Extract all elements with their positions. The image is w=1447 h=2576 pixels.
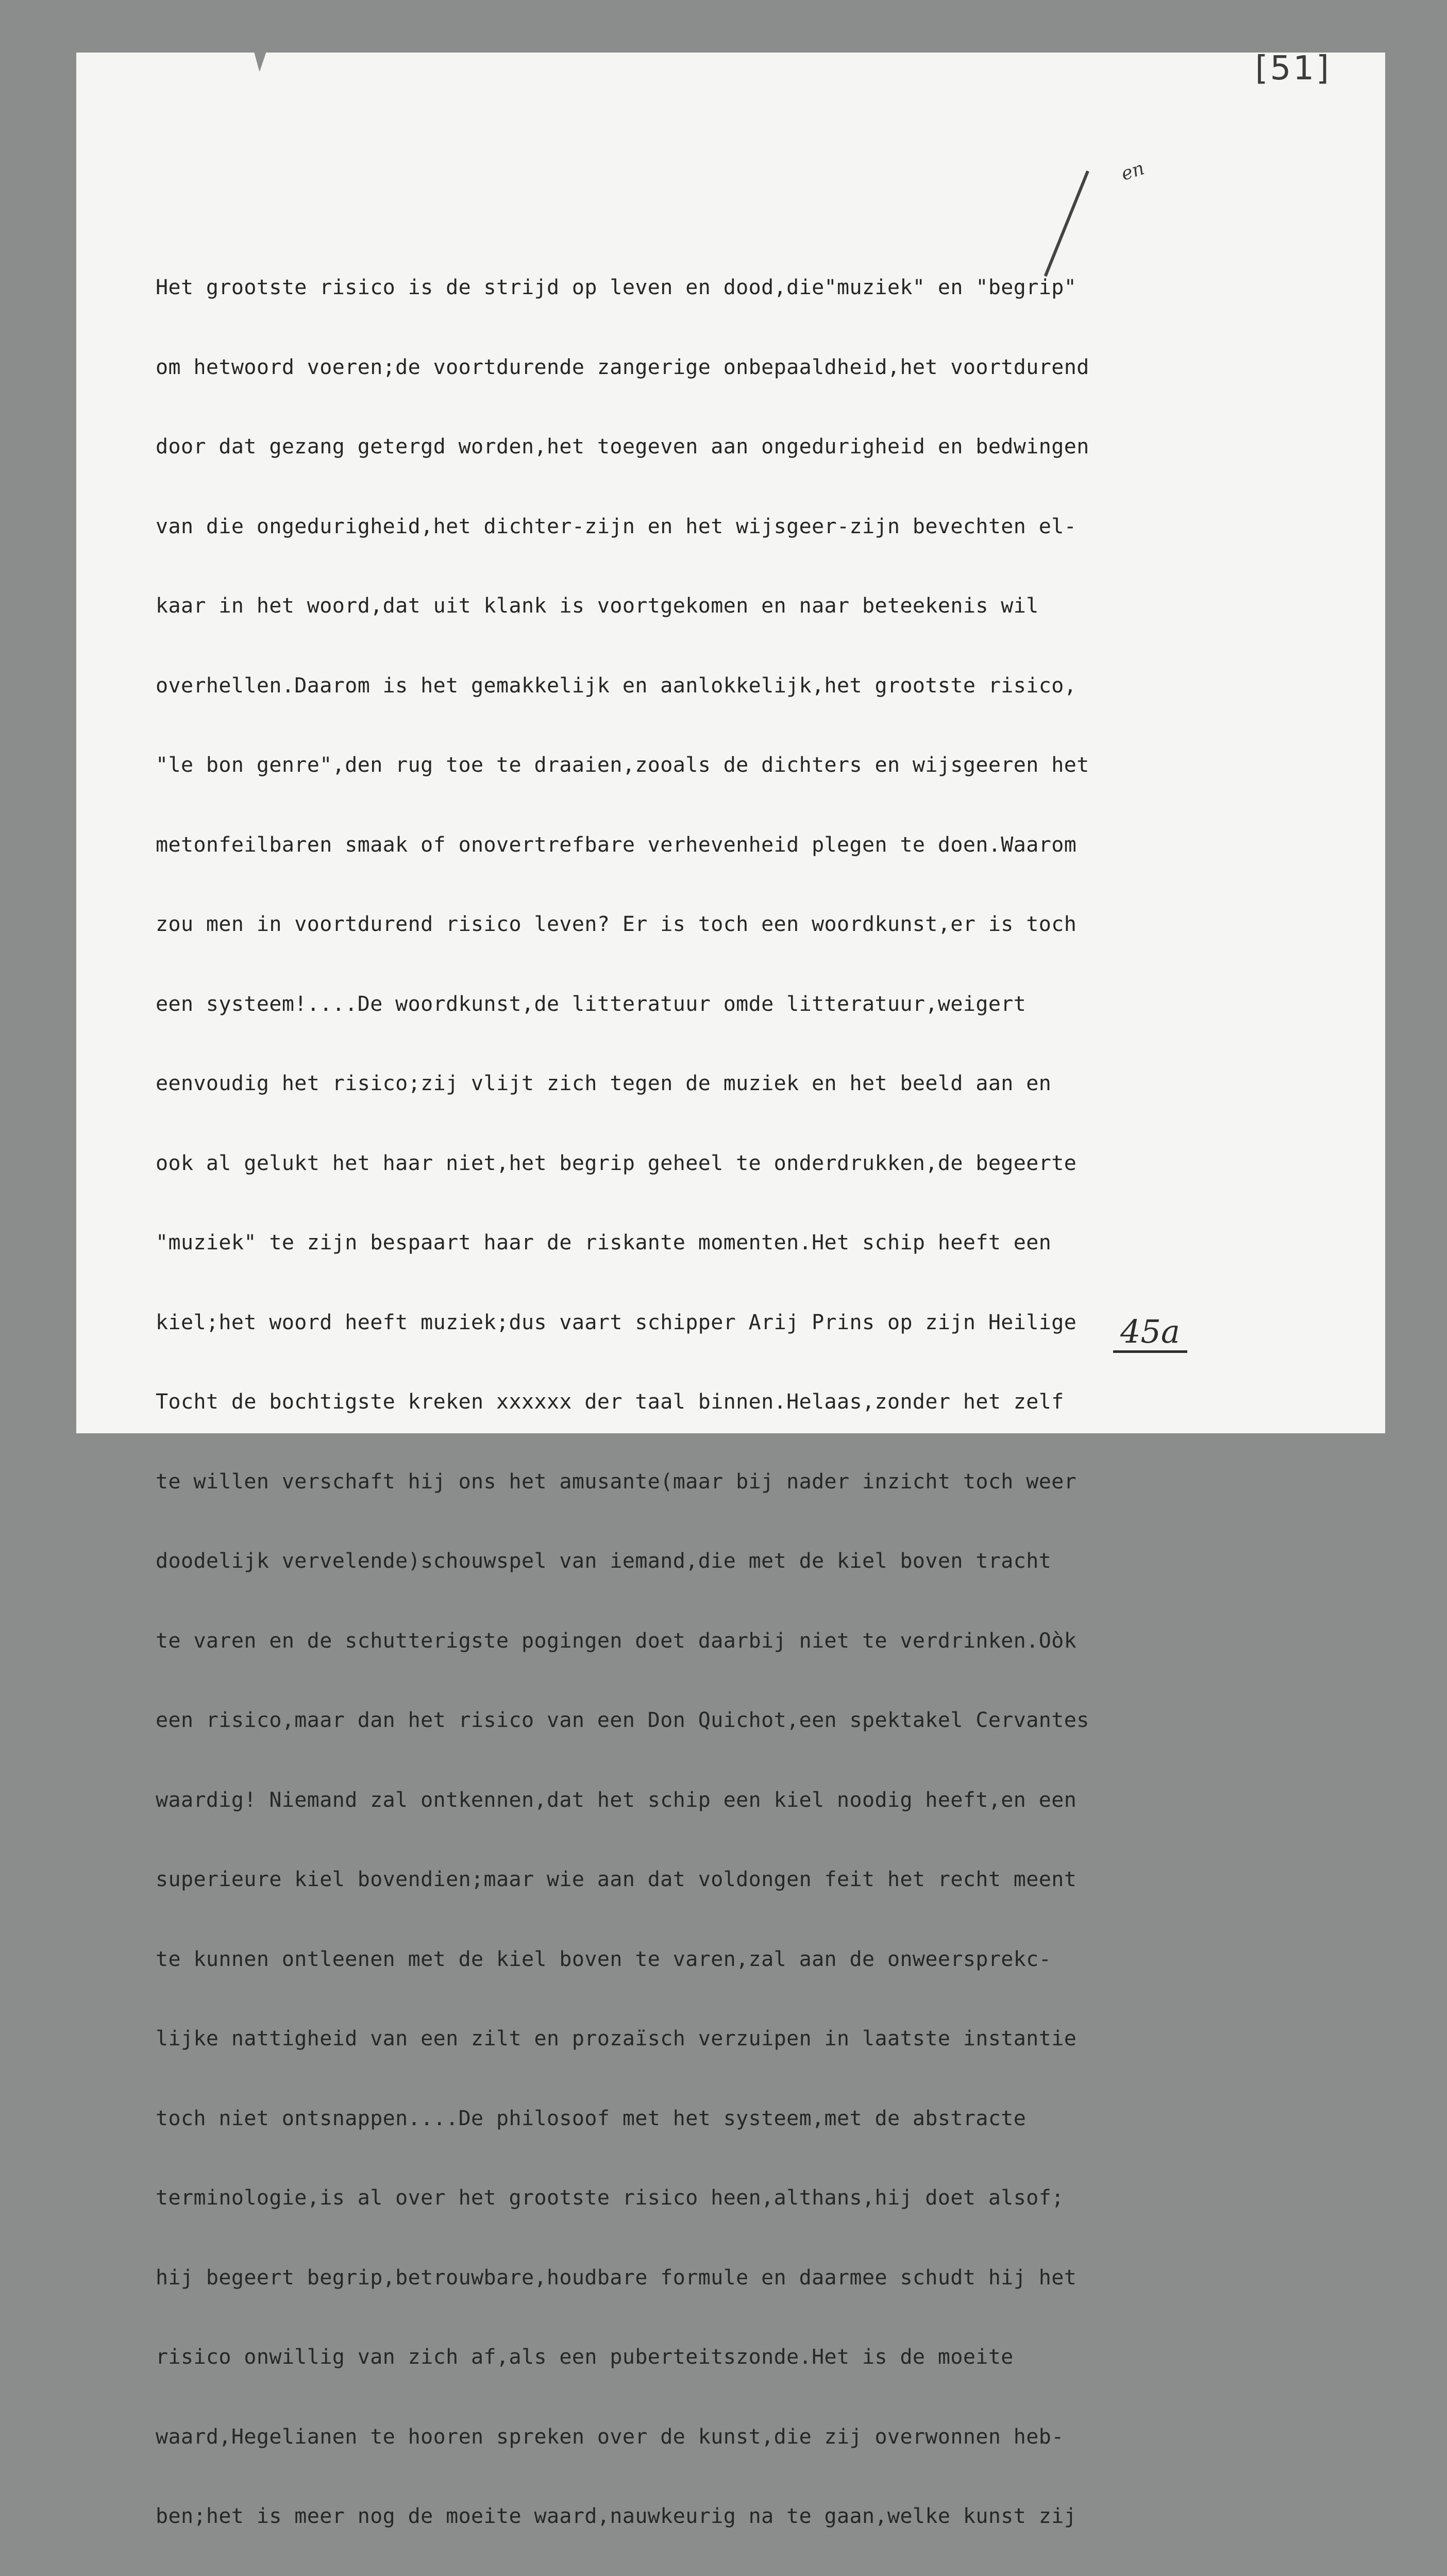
text-line: te willen verschaft hij ons het amusante(maar bij nader inzicht toch weer <box>156 1469 1077 1494</box>
text-line: door dat gezang getergd worden,het toegeven aan ongedurigheid en bedwingen <box>156 435 1089 459</box>
text-line: waard,Hegelianen te hooren spreken over de kunst,die zij overwonnen heb- <box>156 2425 1064 2449</box>
text-line: zou men in voortdurend risico leven? Er is toch een woordkunst,er is toch <box>156 912 1077 936</box>
text-line: lijke nattigheid van een zilt en prozaïsch verzuipen in laatste instantie <box>156 2027 1077 2050</box>
margin-note: en <box>1118 158 1147 185</box>
text-line: kaar in het woord,dat uit klank is voortgekomen en naar beteekenis wil <box>156 594 1039 618</box>
text-line: ook al gelukt het haar niet,het begrip geheel te onderdrukken,de begeerte <box>156 1151 1077 1175</box>
text-line: "muziek" te zijn bespaart haar de riskante momenten.Het schip heeft een <box>156 1231 1052 1255</box>
page-number: 45a <box>1113 1313 1187 1353</box>
archive-number: [51] <box>1255 49 1331 88</box>
text-line: een risico,maar dan het risico van een Don Quichot,een spektakel Cervantes <box>156 1708 1089 1732</box>
text-line: een systeem!....De woordkunst,de litteratuur omde litteratuur,weigert <box>156 992 1027 1016</box>
text-line: om hetwoord voeren;de voortdurende zangerige onbepaaldheid,het voortdurend <box>156 355 1089 379</box>
text-line: doodelijk vervelende)schouwspel van iemand,die met de kiel boven tracht <box>156 1549 1052 1573</box>
text-line: superieure kiel bovendien;maar wie aan dat voldongen feit het recht meent <box>156 1868 1077 1891</box>
text-line: Het grootste risico is de strijd op leven en dood,die"muziek" en "begrip" <box>156 276 1077 299</box>
text-line: van die ongedurigheid,het dichter-zijn en het wijsgeer-zijn bevechten el- <box>156 514 1077 538</box>
text-line: risico onwillig van zich af,als een puberteitszonde.Het is de moeite <box>156 2345 1014 2369</box>
text-line: "le bon genre",den rug toe te draaien,zooals de dichters en wijsgeeren het <box>156 753 1089 777</box>
text-line: te kunnen ontleenen met de kiel boven te varen,zal aan de onweersprekc- <box>156 1947 1052 1971</box>
text-line: kiel;het woord heeft muziek;dus vaart schipper Arij Prins op zijn Heilige <box>156 1310 1077 1334</box>
text-line: overhellen.Daarom is het gemakkelijk en aanlokkelijk,het grootste risico, <box>156 673 1077 698</box>
text-line: hij begeert begrip,betrouwbare,houdbare formule en daarmee schudt hij het <box>156 2265 1077 2290</box>
text-line: ben;het is meer nog de moeite waard,nauwkeurig na te gaan,welke kunst zij <box>156 2504 1077 2528</box>
text-line: waardig! Niemand zal ontkennen,dat het schip een kiel noodig heeft,en een <box>156 1788 1077 1812</box>
text-line: eenvoudig het risico;zij vlijt zich tegen de muziek en het beeld aan en <box>156 1072 1052 1095</box>
text-line: metonfeilbaren smaak of onovertrefbare verhevenheid plegen te doen.Waarom <box>156 833 1077 857</box>
text-line: te varen en de schutterigste pogingen doet daarbij niet te verdrinken.Oòk <box>156 1629 1077 1653</box>
text-line: Tocht de bochtigste kreken xxxxxx der taal binnen.Helaas,zonder het zelf <box>156 1390 1064 1414</box>
text-line: terminologie,is al over het grootste risico heen,althans,hij doet alsof; <box>156 2186 1064 2210</box>
text-line: toch niet ontsnappen....De philosoof met het systeem,met de abstracte <box>156 2106 1027 2130</box>
typed-text-body <box>156 222 1300 2576</box>
